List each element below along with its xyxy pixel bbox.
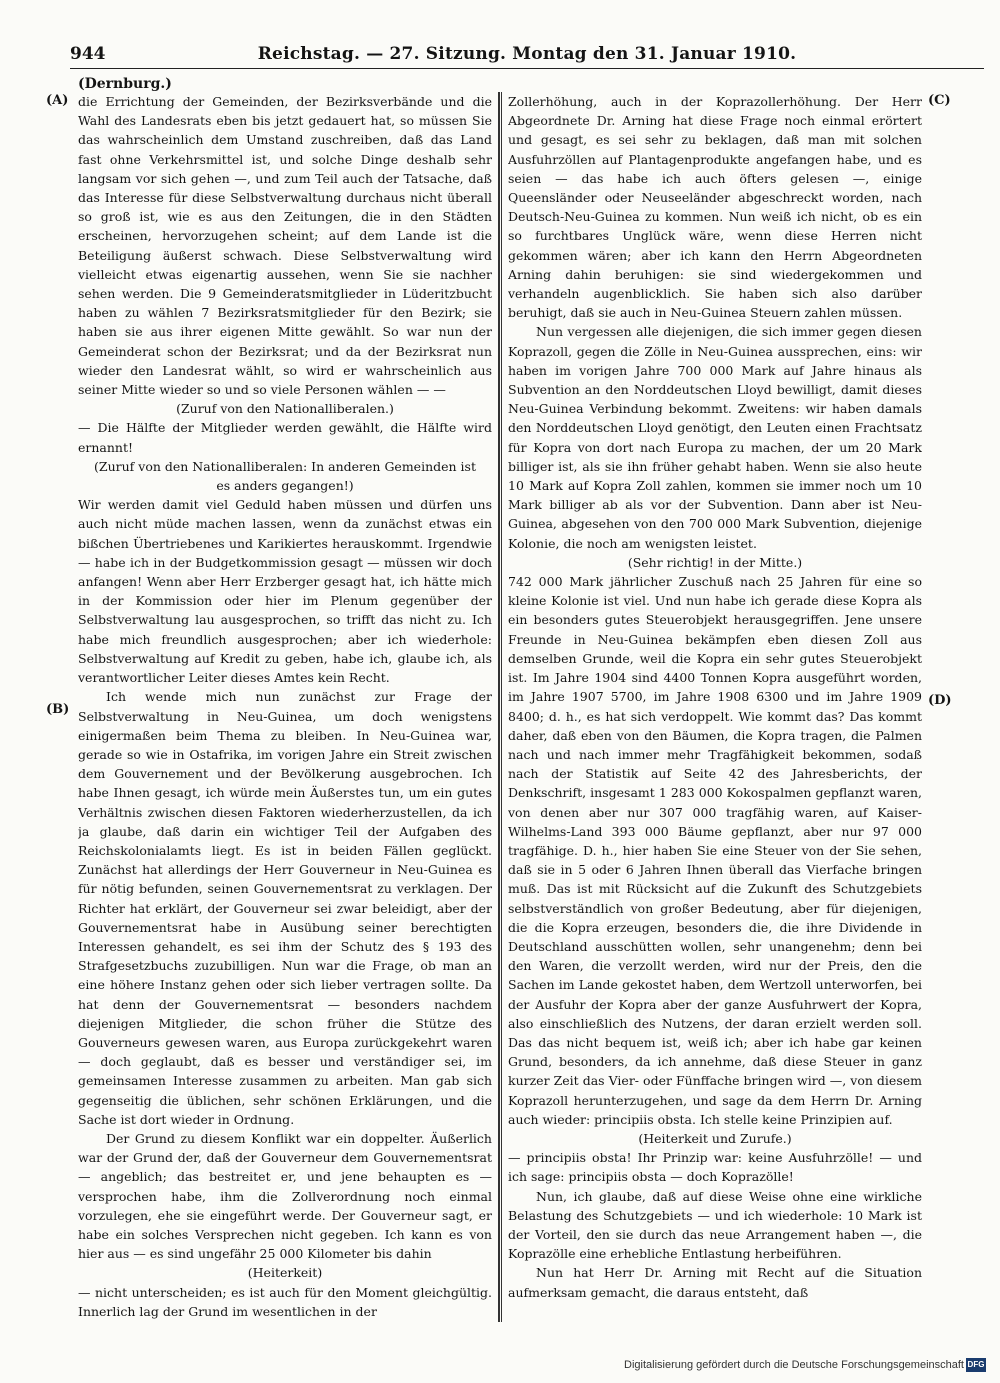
header-rule — [70, 68, 984, 69]
left-paragraph: Wir werden damit viel Geduld haben müssen und dürfen uns auch nicht müde machen lassen, wenn da zunächst etwas ein bißchen Übertriebenes und Karikiertes herauskommt. Irgendwie — habe ich in der Budgetkommission gesagt — müssen wir doch anfangen! Wenn aber Herr Erzberger gesagt hat, ich hätte mich in der Kommission oder hier im Plenum gegenüber der Selbstverwaltung lau ausgesprochen, so trifft das nicht zu. Ich habe mich freundlich ausgesprochen; aber ich wiederhole: Selbstverwaltung auf Kredit zu geben, habe ich, glaube ich, als verantwortlicher Leiter dieses Amtes kein Recht. — [78, 497, 492, 686]
page-header — [70, 44, 984, 70]
left-interjection: (Zuruf von den Nationalliberalen: In anderen Gemeinden ist es anders gegangen!) — [94, 458, 476, 494]
dfg-logo: DFG — [966, 1358, 986, 1372]
right-interjection: (Sehr richtig! in der Mitte.) — [627, 554, 803, 570]
left-column — [78, 92, 492, 1322]
running-title: Reichstag. — 27. Sitzung. Montag den 31. Januar 1910. — [257, 44, 797, 64]
left-paragraph: — nicht unterscheiden; es ist auch für den Moment gleichgültig. Innerlich lag der Grund im wesentlichen in der — [78, 1284, 492, 1319]
margin-marker-d: (D) — [928, 693, 952, 708]
left-paragraph: die Errichtung der Gemeinden, der Bezirksverbände und die Wahl des Landesrats eben bis jetzt gedauert hat, so müssen Sie das wahrscheinlich dem Umstand zuschreiben, daß das Land fast ohne Verkehrsmittel ist, und solche Dinge deshalb sehr langsam vor sich gehen —, und zum Teil auch der Tatsache, daß das Interesse für diese Selbstverwaltung durchaus nicht überall so groß ist, wie es aus den Zeitungen, die in den Städten erscheinen, hervorzugehen scheint; auf dem Lande ist die Beteiligung äußerst schwach. Diese Selbstverwaltung wird vielleicht etwas eigenartig aussehen, wenn Sie sie nachher sehen werden. Die 9 Gemeinderatsmitglieder in Lüderitzbucht haben zu wählen 7 Bezirksratsmitglieder für den Bezirk; sie haben sie aus ihrer eigenen Mitte gewählt. So war nun der Gemeinderat schon der Bezirksrat; und da der Bezirksrat nun wieder den Landesrat wählt, so wird er wahrscheinlich aus seiner Mitte wieder so und so viele Personen wählen — — — [78, 94, 492, 398]
right-paragraph: — principiis obsta! Ihr Prinzip war: keine Ausfuhrzölle! — und ich sage: principiis obsta — doch Koprazölle! — [508, 1150, 922, 1185]
right-paragraph: Zollerhöhung, auch in der Koprazollerhöhung. Der Herr Abgeordnete Dr. Arning hat diese Frage noch einmal erörtert und gesagt, es sei sehr zu beklagen, daß man mit solchen Ausfuhrzöllen auf Plantagenprodukte angefangen habe, und es seien — das habe ich auch öfters gelesen —, einige Queensländer oder Neuseeländer abgeschreckt worden, nach Deutsch-Neu-Guinea zu kommen. Nun weiß ich nicht, ob es ein so furchtbares Unglück wäre, wenn diese Herren nicht gekommen wären; aber ich kann den Herrn Abgeordneten Arning dahin beruhigen: sie sind wiedergekommen und verhandeln augenblicklich. Sie haben sich also darüber beruhigt, daß sie auch in Neu-Guinea Steuern zahlen müssen. — [508, 94, 922, 321]
right-paragraph: Nun hat Herr Dr. Arning mit Recht auf die Situation aufmerksam gemacht, die daraus entsteht, daß — [508, 1265, 922, 1300]
speaker-name: (Dernburg.) — [78, 76, 172, 92]
right-interjection: (Heiterkeit und Zurufe.) — [638, 1130, 792, 1146]
column-divider — [498, 92, 500, 1322]
right-paragraph: Nun vergessen alle diejenigen, die sich immer gegen diesen Koprazoll, gegen die Zölle in Neu-Guinea aussprechen, eins: wir haben im vorigen Jahre 700 000 Mark auf Jahre hinaus als Subvention an den Norddeutschen Lloyd bewilligt, damit dieses Neu-Guinea Verbindung bekommt. Zweitens: wir haben damals den Norddeutschen Lloyd genötigt, den Leuten einen Frachtsatz für Kopra von dort nach Europa zu machen, der um 20 Mark billiger ist, als sie ihn früher gehabt haben. Wenn sie also heute 10 Mark auf Kopra Zoll zahlen, kommen sie immer noch um 10 Mark billiger ab als vor der Subvention. Dann aber ist Neu-Guinea, abgesehen von den 700 000 Mark Subvention, diejenige Kolonie, die noch am wenigsten leistet. — [508, 324, 922, 551]
margin-marker-c: (C) — [928, 93, 951, 108]
margin-marker-a: (A) — [46, 93, 69, 108]
digitization-credit: Digitalisierung gefördert durch die Deutsche Forschungsgemeinschaft — [624, 1359, 964, 1371]
left-paragraph: — Die Hälfte der Mitglieder werden gewählt, die Hälfte wird ernannt! — [78, 420, 492, 455]
left-paragraph: Der Grund zu diesem Konflikt war ein doppelter. Äußerlich war der Grund der, daß der Gouverneur dem Gouvernementsrat — angeblich; das bestreitet er, und jene behaupten es — versprochen habe, ihm die Zollverordnung noch einmal vorzulegen, ehe sie eingeführt werde. Der Gouverneur sagt, er habe ein solches Versprechen nicht gegeben. Ich kann es von hier aus — es sind ungefähr 25 000 Kilometer bis dahin — [78, 1130, 492, 1262]
left-paragraph: Ich wende mich nun zunächst zur Frage der Selbstverwaltung in Neu-Guinea, um doch wenigstens einigermaßen beim Thema zu bleiben. In Neu-Guinea war, gerade so wie in Ostafrika, im vorigen Jahre ein Streit zwischen dem Gouvernement und der Bevölkerung ausgebrochen. Ich habe Ihnen gesagt, ich würde mein Äußerstes tun, um ein gutes Verhältnis zwischen diesen Faktoren wiederherzustellen, da ich ja glaube, daß darin ein wichtiger Teil der Aufgaben des Reichskolonialamts liegt. Es ist in beiden Fällen geglückt. Zunächst hat allerdings der Herr Gouverneur in Neu-Guinea es für nötig befunden, seinen Gouvernementsrat zu verklagen. Der Richter hat erklärt, der Gouverneur sei zwar beleidigt, aber der Gouvernementsrat habe in Ausübung seiner berechtigten Interessen gehandelt, es sei ihm der Schutz des § 193 des Strafgesetzbuchs zuzubilligen. Nun war die Frage, ob man an eine höhere Instanz gehen oder sich lieber vertragen sollte. Da hat denn der Gouvernementsrat — besonders nachdem diejenigen Mitglieder, die schon früher die Stütze des Gouverneurs gewesen waren, aus Europa zurückgekehrt waren — doch geglaubt, daß es besser und verständiger sei, im gemeinsamen Interesse zusammen zu arbeiten. Man gab sich gegenseitig die üblichen, sehr schönen Erklärungen, und die Sache ist dort wieder in Ordnung. — [78, 689, 492, 1127]
left-interjection: (Heiterkeit) — [247, 1265, 323, 1281]
right-paragraph: 742 000 Mark jährlicher Zuschuß nach 25 Jahren für eine so kleine Kolonie ist viel. Und nun habe ich gerade diese Kopra als ein besonders gutes Steuerobjekt herausgegriffen. Jene unsere Freunde in Neu-Guinea bekämpfen eben diesen Zoll aus demselben Grunde, weil die Kopra ein sehr gutes Steuerobjekt ist. Im Jahre 1904 sind 4400 Tonnen Kopra ausgeführt worden, im Jahre 1907 5700, im Jahre 1908 6300 und im Jahre 1909 8400; d. h., es hat sich verdoppelt. Wie kommt das? Das kommt daher, daß eben von den Bäumen, die Kopra tragen, die Palmen nach und nach immer mehr Tragfähigkeit bekommen, sodaß nach der Statistik auf Seite 42 des Jahresberichts, der Denkschrift, insgesamt 1 283 000 Kokospalmen gepflanzt waren, von denen aber nur 307 000 tragfähig waren, auf Kaiser-Wilhelms-Land 393 000 Bäume gepflanzt, aber nur 97 000 tragfähige. D. h., hier haben Sie eine Steuer von der Sie sehen, daß sie in 5 oder 6 Jahren Ihnen überall das Vierfache bringen muß. Das ist mit Rücksicht auf die Zukunft des Schutzgebiets selbstverständlich von großer Bedeutung, aber für diejenigen, die die Kopra erzeugen, besonders die, die ihre Dividende in Deutschland ausschütten wollen, sehr unangenehm; denn bei den Waren, die verzollt werden, wird nur der Preis, den die Sachen im Lande gekostet haben, dem Wertzoll unterworfen, bei der Ausfuhr der Kopra aber der ganze Ausfuhrwert der Kopra, also einschließlich des Nutzens, der daran erzielt werden soll. Das das nicht bequem ist, weiß ich; aber ich habe gar keinen Grund, besonders, da ich annehme, daß diese Steuer in ganz kurzer Zeit das Vier- oder Fünffache bringen wird —, von diesem Koprazoll herunterzugehen, und sage da dem Herrn Dr. Arning auch wieder: principiis obsta. Ich stelle keine Prinzipien auf. — [508, 574, 922, 1127]
page-number: 944 — [70, 44, 106, 64]
right-column — [508, 92, 922, 1322]
right-paragraph: Nun, ich glaube, daß auf diese Weise ohne eine wirkliche Belastung des Schutzgebiets — und ich wiederhole: 10 Mark ist der Vorteil, den sie durch das neue Arrangement haben —, die Koprazölle eine erhebliche Entlastung herbeiführen. — [508, 1188, 922, 1262]
column-divider-inner — [501, 92, 502, 1322]
left-interjection: (Zuruf von den Nationalliberalen.) — [176, 401, 394, 417]
margin-marker-b: (B) — [46, 702, 70, 717]
